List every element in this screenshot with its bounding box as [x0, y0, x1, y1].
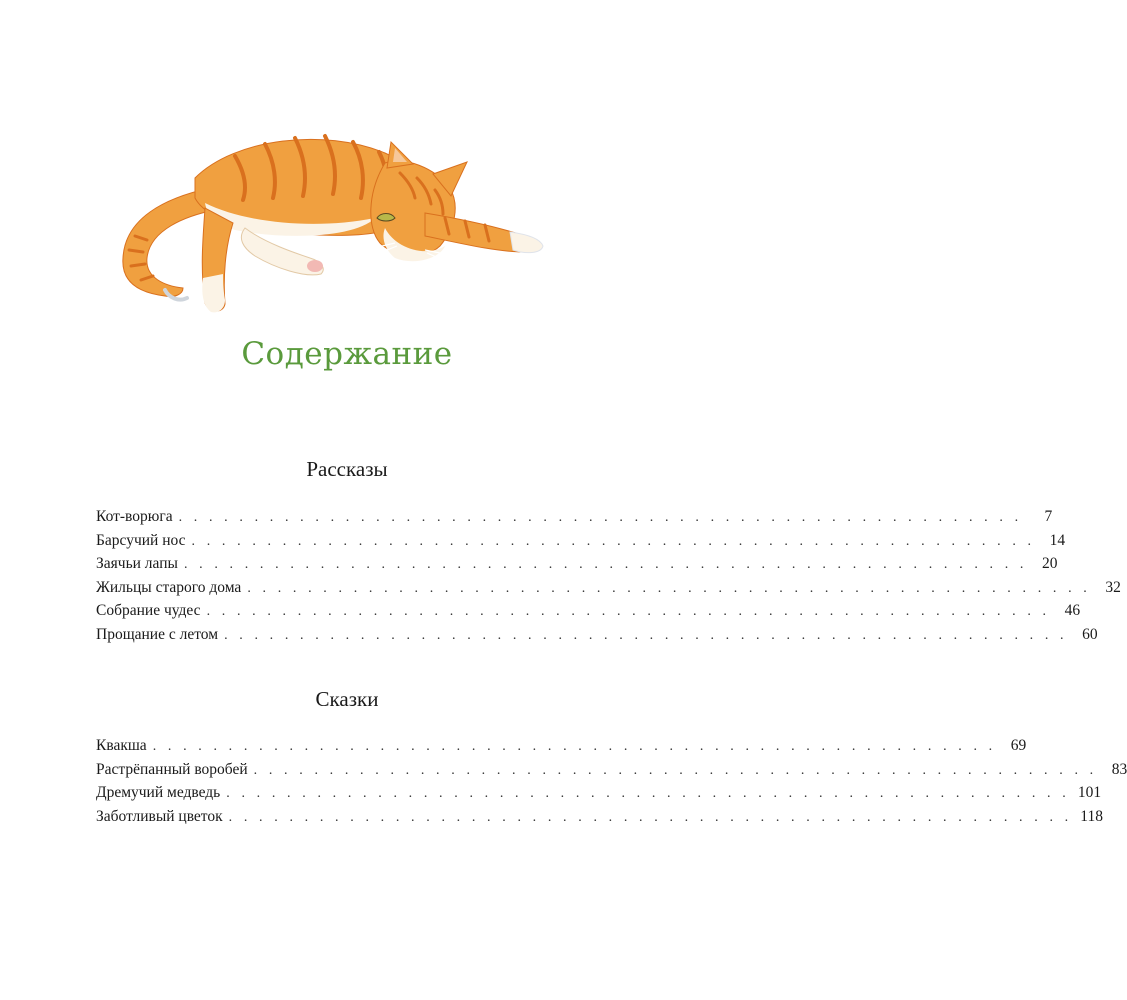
toc-entry[interactable] [96, 623, 1098, 647]
toc-entry-title: Прощание с летом [96, 625, 219, 643]
toc-entry[interactable] [96, 805, 1103, 829]
dot-leader: . . . . . . . . . . . . . . . . . . . . . . . . . . . . . . . . . . . . . . . . . . . . . . . . . . . . . . . . [228, 809, 1073, 825]
dot-leader: . . . . . . . . . . . . . . . . . . . . . . . . . . . . . . . . . . . . . . . . . . . . . . . . . . . . . . . . [226, 786, 1070, 802]
toc-entry-title: Растрёпанный воробей [96, 760, 248, 778]
section-heading-stories: Рассказы [306, 457, 388, 481]
dot-leader: . . . . . . . . . . . . . . . . . . . . . . . . . . . . . . . . . . . . . . . . . . . . . . . . . . . . . . . . [191, 533, 1036, 549]
dot-leader: . . . . . . . . . . . . . . . . . . . . . . . . . . . . . . . . . . . . . . . . . . . . . . . . . . . . . . . . [224, 627, 1068, 643]
toc-entry-page: 101 [1077, 784, 1102, 802]
toc-entry[interactable] [96, 758, 1127, 782]
toc-entry-title: Заботливый цветок [96, 807, 223, 825]
dot-leader: . . . . . . . . . . . . . . . . . . . . . . . . . . . . . . . . . . . . . . . . . . . . . . . . . . . . . . . . [253, 762, 1098, 778]
toc-entry-title: Барсучий нос [96, 531, 186, 549]
dot-leader: . . . . . . . . . . . . . . . . . . . . . . . . . . . . . . . . . . . . . . . . . . . . . . . . . . . . . . . . [152, 739, 997, 754]
toc-entry-title: Квакша [96, 737, 147, 754]
toc-list-tales [96, 734, 1127, 828]
toc-entry-page: 118 [1080, 807, 1103, 825]
page-title: Содержание [241, 336, 453, 372]
toc-entry[interactable] [96, 576, 1121, 600]
toc-entry[interactable] [96, 505, 1053, 529]
toc-entry-title: Дремучий медведь [96, 784, 221, 802]
toc-entry[interactable] [96, 552, 1058, 576]
dot-leader: . . . . . . . . . . . . . . . . . . . . . . . . . . . . . . . . . . . . . . . . . . . . . . . . . . . . . . . . [183, 557, 1028, 573]
toc-entry-title: Заячьи лапы [96, 555, 178, 573]
toc-entry-page: 7 [1044, 508, 1053, 525]
toc-entry[interactable] [96, 529, 1066, 553]
toc-entry-page: 46 [1064, 602, 1081, 620]
toc-list-stories [96, 505, 1121, 647]
toc-entry[interactable] [96, 599, 1081, 623]
sleeping-cat-illustration [95, 118, 555, 328]
toc-entry[interactable] [96, 734, 1027, 758]
toc-entry-title: Собрание чудес [96, 602, 201, 620]
toc-entry-page: 69 [1010, 737, 1027, 754]
toc-entry-title: Кот-ворюга [96, 508, 173, 525]
toc-entry-page: 32 [1105, 578, 1121, 596]
toc-entry-page: 83 [1111, 760, 1127, 778]
dot-leader: . . . . . . . . . . . . . . . . . . . . . . . . . . . . . . . . . . . . . . . . . . . . . . . . . . . . . . . . [247, 580, 1091, 596]
cat-icon [123, 136, 543, 312]
toc-entry-page: 14 [1049, 531, 1066, 549]
toc-entry-page: 20 [1042, 555, 1058, 573]
dot-leader: . . . . . . . . . . . . . . . . . . . . . . . . . . . . . . . . . . . . . . . . . . . . . . . . . . . . . . . . [178, 510, 1023, 525]
toc-entry-title: Жильцы старого дома [96, 578, 242, 596]
toc-entry[interactable] [96, 781, 1102, 805]
toc-entry-page: 60 [1082, 625, 1098, 643]
section-heading-tales: Сказки [315, 687, 379, 711]
dot-leader: . . . . . . . . . . . . . . . . . . . . . . . . . . . . . . . . . . . . . . . . . . . . . . . . . . . . . . . . [206, 604, 1051, 620]
